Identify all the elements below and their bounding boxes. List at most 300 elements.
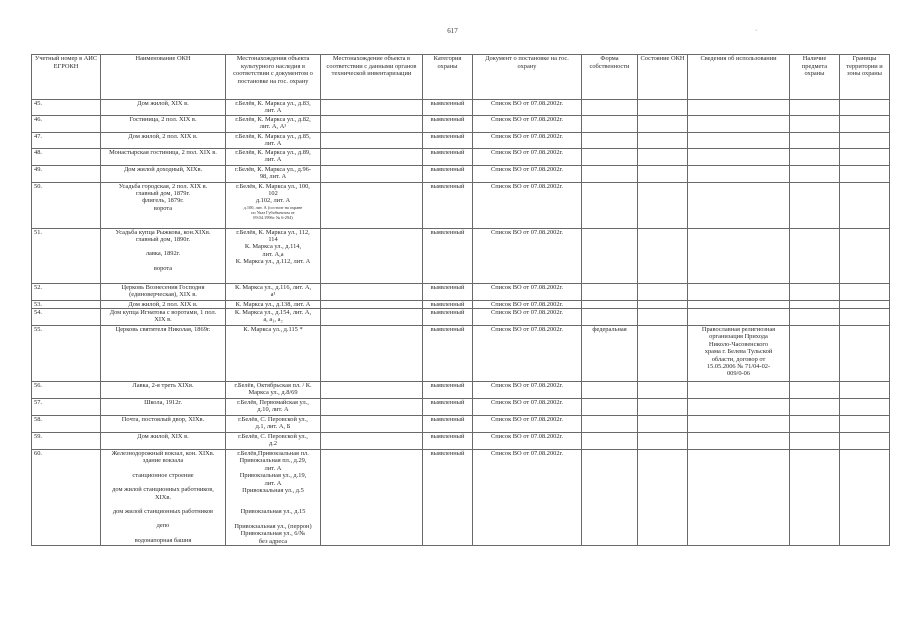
cell-line: Усадьба купца Рыжкова, кон.XIXв. <box>115 228 211 236</box>
cell-location-doc <box>226 416 321 433</box>
cell-document: Список ВО от 07.08.2002г. <box>473 416 582 433</box>
cell-line: Дом купца Игнатова с воротами, 1 пол. <box>109 309 217 317</box>
cell-document: Список ВО от 07.08.2002г. <box>473 382 582 399</box>
cell-line: Церковь Вознесения Господня <box>121 283 205 291</box>
cell-line: К. Маркса ул., д.112, лит. А <box>235 258 311 266</box>
cell-line: 114 <box>268 236 278 244</box>
cell-registry-number: 53. <box>32 300 101 308</box>
cell-document: Список ВО от 07.08.2002г. <box>473 283 582 300</box>
cell-registry-number: 56. <box>32 382 101 399</box>
cell-ownership <box>582 228 638 283</box>
cell-location-doc <box>226 433 321 450</box>
cell-registry-number: 45. <box>32 100 101 116</box>
cell-document: Список ВО от 07.08.2002г. <box>473 132 582 148</box>
cell-registry-number: 60. <box>32 450 101 546</box>
table-row <box>32 326 890 382</box>
header-location-doc: Местонахождения объекта культурного наследия в соответствии с документом о постановке на гос. охрану <box>226 55 321 100</box>
cell-okn-name <box>101 182 226 228</box>
cell-location-tech <box>321 132 423 148</box>
cell-line: Дом жилой доходный, XIXв. <box>123 165 203 173</box>
cell-location-tech <box>321 382 423 399</box>
table-row <box>32 416 890 433</box>
cell-registry-number: 58. <box>32 416 101 433</box>
cell-protection-subject <box>790 182 840 228</box>
cell-usage <box>688 100 790 116</box>
cell-line: лит. А, А¹ <box>259 123 287 131</box>
cell-category: выявленный <box>423 382 473 399</box>
header-borders: Границы территории и зоны охраны <box>840 55 890 100</box>
cell-okn-name <box>101 283 226 300</box>
line-spacer <box>103 243 223 250</box>
cell-protection-subject <box>790 416 840 433</box>
cell-usage <box>688 309 790 326</box>
cell-location-tech <box>321 148 423 165</box>
cell-ownership <box>582 182 638 228</box>
cell-state <box>638 283 688 300</box>
cell-borders <box>840 165 890 182</box>
cell-protection-subject <box>790 450 840 546</box>
cell-registry-number: 59. <box>32 433 101 450</box>
cell-protection-subject <box>790 100 840 116</box>
table-row <box>32 399 890 416</box>
okn-register-table <box>31 54 890 546</box>
cell-okn-name <box>101 228 226 283</box>
cell-protection-subject <box>790 382 840 399</box>
table-row <box>32 228 890 283</box>
cell-borders <box>840 182 890 228</box>
cell-line: 09.04.1996г. № 6-294) <box>253 214 293 220</box>
cell-line: лавка, 1892г. <box>145 250 181 258</box>
cell-usage <box>688 228 790 283</box>
cell-category: выявленный <box>423 399 473 416</box>
cell-line: Дом жилой, 2 пол. XIX в. <box>128 132 198 140</box>
cell-ownership <box>582 399 638 416</box>
cell-okn-name <box>101 416 226 433</box>
line-spacer <box>103 479 223 486</box>
cell-registry-number: 52. <box>32 283 101 300</box>
cell-category: выявленный <box>423 165 473 182</box>
cell-category: выявленный <box>423 326 473 382</box>
cell-category: выявленный <box>423 309 473 326</box>
cell-line: а, а₁, а₂ <box>263 316 283 324</box>
cell-line: 009/0-06 <box>726 370 751 378</box>
cell-line: Привокзальная ул., 6/№ <box>240 530 306 538</box>
cell-borders <box>840 300 890 308</box>
cell-okn-name <box>101 300 226 308</box>
cell-state <box>638 416 688 433</box>
cell-ownership <box>582 309 638 326</box>
cell-usage <box>688 433 790 450</box>
cell-protection-subject <box>790 115 840 132</box>
cell-category: выявленный <box>423 100 473 116</box>
cell-line: дом жилой станционных работников <box>112 508 214 516</box>
cell-ownership <box>582 100 638 116</box>
cell-location-doc <box>226 115 321 132</box>
cell-line: г.Белёв, К. Маркса ул., 100, <box>236 182 310 190</box>
cell-line: Почта, постоялый двор, XIXв. <box>121 416 205 424</box>
cell-line: г.Белёв, Октябрьская пл. / К. <box>234 382 312 390</box>
cell-category: выявленный <box>423 300 473 308</box>
cell-ownership <box>582 433 638 450</box>
cell-location-doc <box>226 382 321 399</box>
cell-location-doc <box>226 326 321 382</box>
line-spacer <box>228 501 318 508</box>
cell-borders <box>840 283 890 300</box>
cell-document: Список ВО от 07.08.2002г. <box>473 182 582 228</box>
cell-line: г.Белёв, К. Маркса ул., д.96- <box>235 165 311 173</box>
cell-state <box>638 326 688 382</box>
cell-line: лит. А <box>264 479 282 487</box>
cell-registry-number: 47. <box>32 132 101 148</box>
header-usage: Сведения об использовании <box>688 55 790 100</box>
cell-borders <box>840 399 890 416</box>
cell-line: лит. А <box>264 140 282 148</box>
cell-ownership <box>582 382 638 399</box>
header-category: Категория охраны <box>423 55 473 100</box>
table-row <box>32 450 890 546</box>
cell-line: лит. А <box>264 464 282 472</box>
table-row <box>32 115 890 132</box>
cell-borders <box>840 228 890 283</box>
cell-location-tech <box>321 182 423 228</box>
header-location-tech: Местонахождение объекта в соответствии с данными органов технической инвентаризации <box>321 55 423 100</box>
cell-ownership: федеральная <box>582 326 638 382</box>
table-row <box>32 382 890 399</box>
cell-location-doc <box>226 182 321 228</box>
cell-line: Дом жилой, 2 пол. XIX в. <box>128 300 198 308</box>
cell-protection-subject <box>790 132 840 148</box>
table-row <box>32 182 890 228</box>
table-row <box>32 165 890 182</box>
cell-line: области, договор от <box>711 355 766 363</box>
cell-line: Николо-Часовенского <box>708 340 769 348</box>
cell-line: храма г. Белева Тульской <box>704 348 773 356</box>
cell-category: выявленный <box>423 148 473 165</box>
cell-line: д.2 <box>268 440 278 448</box>
header-protection-subject: Наличие предмета охраны <box>790 55 840 100</box>
cell-location-doc <box>226 148 321 165</box>
cell-line: Привокзальная ул., д.5 <box>242 487 304 495</box>
line-spacer <box>228 516 318 523</box>
cell-registry-number: 49. <box>32 165 101 182</box>
cell-borders <box>840 450 890 546</box>
cell-usage <box>688 416 790 433</box>
cell-state <box>638 309 688 326</box>
cell-line: Школа, 1912г. <box>144 399 182 407</box>
cell-line: дом жилой станционных работников, <box>112 486 214 494</box>
cell-line: 102 <box>268 190 278 198</box>
cell-line: главный дом, 1890г. <box>136 236 190 244</box>
cell-protection-subject <box>790 300 840 308</box>
line-spacer <box>103 515 223 522</box>
cell-line: ворота <box>153 204 173 212</box>
cell-state <box>638 100 688 116</box>
cell-borders <box>840 132 890 148</box>
cell-line: станционное строение <box>132 471 194 479</box>
cell-protection-subject <box>790 228 840 283</box>
cell-line: XIX в. <box>154 316 172 324</box>
cell-location-tech <box>321 115 423 132</box>
cell-state <box>638 132 688 148</box>
table-row <box>32 283 890 300</box>
cell-location-tech <box>321 416 423 433</box>
cell-line: Усадьба городская, 2 пол. XIX в. <box>118 182 208 190</box>
cell-borders <box>840 309 890 326</box>
cell-category: выявленный <box>423 283 473 300</box>
cell-state <box>638 433 688 450</box>
cell-ownership <box>582 300 638 308</box>
cell-line: г.Белёв, К. Маркса ул., д.85, <box>235 132 311 140</box>
cell-line: Монастырская гостиница, 2 пол. XIX в. <box>109 148 217 156</box>
cell-state <box>638 228 688 283</box>
cell-line: г.Белёв, К. Маркса ул., д.83, <box>235 100 311 107</box>
header-registry-number: Учетный номер в АИС ЕГРОКН <box>32 55 101 100</box>
cell-document: Список ВО от 07.08.2002г. <box>473 433 582 450</box>
cell-line: г.Белёв, К. Маркса ул., 112, <box>236 228 310 236</box>
cell-line: Дом жилой, XIX в. <box>137 433 189 441</box>
table-row <box>32 433 890 450</box>
cell-location-doc <box>226 300 321 308</box>
cell-borders <box>840 100 890 116</box>
cell-category: выявленный <box>423 228 473 283</box>
line-spacer <box>103 465 223 472</box>
cell-state <box>638 399 688 416</box>
table-row <box>32 309 890 326</box>
cell-usage <box>688 450 790 546</box>
cell-ownership <box>582 165 638 182</box>
cell-usage <box>688 165 790 182</box>
cell-state <box>638 148 688 165</box>
cell-category: выявленный <box>423 182 473 228</box>
cell-location-doc <box>226 165 321 182</box>
cell-line: здание вокзала <box>142 457 184 465</box>
cell-usage <box>688 283 790 300</box>
cell-line: К. Маркса ул., д.154, лит. А, <box>234 309 312 317</box>
cell-document: Список ВО от 07.08.2002г. <box>473 228 582 283</box>
cell-line: д.102, лит. А <box>255 197 291 205</box>
cell-okn-name <box>101 148 226 165</box>
cell-ownership <box>582 132 638 148</box>
corner-mark: · <box>755 27 758 34</box>
cell-category: выявленный <box>423 115 473 132</box>
cell-state <box>638 182 688 228</box>
cell-state <box>638 165 688 182</box>
cell-line: водонапорная башня <box>134 536 192 544</box>
cell-okn-name <box>101 115 226 132</box>
cell-protection-subject <box>790 165 840 182</box>
cell-line: Дом жилой, XIX в. <box>137 100 189 107</box>
cell-usage <box>688 148 790 165</box>
cell-line: Привокзальная ул., д.19, <box>239 472 307 480</box>
cell-location-tech <box>321 283 423 300</box>
cell-line: К. Маркса ул., д.114, <box>244 243 302 251</box>
cell-registry-number: 51. <box>32 228 101 283</box>
page-number: 617 <box>447 27 458 35</box>
cell-usage <box>688 115 790 132</box>
cell-state <box>638 450 688 546</box>
cell-location-tech <box>321 433 423 450</box>
cell-borders <box>840 326 890 382</box>
cell-ownership <box>582 283 638 300</box>
cell-category: выявленный <box>423 416 473 433</box>
line-spacer <box>103 530 223 537</box>
cell-category: выявленный <box>423 132 473 148</box>
header-okn-name: Наименование ОКН <box>101 55 226 100</box>
cell-registry-number: 46. <box>32 115 101 132</box>
cell-document: Список ВО от 07.08.2002г. <box>473 148 582 165</box>
table-row <box>32 300 890 308</box>
cell-borders <box>840 382 890 399</box>
cell-registry-number: 57. <box>32 399 101 416</box>
cell-line: лит. А <box>264 107 282 115</box>
cell-usage <box>688 300 790 308</box>
cell-document: Список ВО от 07.08.2002г. <box>473 450 582 546</box>
cell-registry-number: 54. <box>32 309 101 326</box>
cell-line: д.1, лит. А, Б <box>255 423 291 431</box>
cell-line: г.Белёв, С. Перовской ул., <box>238 416 308 424</box>
cell-usage <box>688 326 790 382</box>
cell-ownership <box>582 450 638 546</box>
header-document: Документ о постановке на гос. охрану <box>473 55 582 100</box>
cell-line: г.Белёв,Привокзальная пл. <box>237 450 309 458</box>
cell-line: флигель, 1879г. <box>142 197 184 205</box>
cell-ownership <box>582 148 638 165</box>
cell-line: г.Белёв, С. Перовской ул., <box>238 433 308 441</box>
cell-borders <box>840 148 890 165</box>
cell-ownership <box>582 416 638 433</box>
cell-location-tech <box>321 450 423 546</box>
cell-protection-subject <box>790 326 840 382</box>
cell-usage <box>688 382 790 399</box>
cell-line: д.10, лит. А <box>257 406 289 414</box>
cell-state <box>638 300 688 308</box>
cell-line: 98, лит. А <box>259 173 287 181</box>
cell-location-doc <box>226 132 321 148</box>
cell-line: (единоверческая), XIX в. <box>129 291 197 299</box>
line-spacer <box>103 501 223 508</box>
cell-okn-name <box>101 132 226 148</box>
header-ownership: Форма собственности <box>582 55 638 100</box>
cell-document: Список ВО от 07.08.2002г. <box>473 100 582 116</box>
cell-protection-subject <box>790 433 840 450</box>
cell-borders <box>840 115 890 132</box>
cell-line: д.100, лит. А (состоит на охране <box>243 204 303 210</box>
cell-registry-number: 50. <box>32 182 101 228</box>
cell-location-tech <box>321 165 423 182</box>
cell-document: Список ВО от 07.08.2002г. <box>473 326 582 382</box>
cell-state <box>638 382 688 399</box>
cell-line: Гостиница, 2 пол. XIX в. <box>129 115 197 123</box>
header-state: Состояние ОКН <box>638 55 688 100</box>
table-row <box>32 100 890 116</box>
table-row <box>32 132 890 148</box>
cell-protection-subject <box>790 399 840 416</box>
table-row <box>32 148 890 165</box>
cell-line: Привокзальная пл., д.29, <box>239 457 307 465</box>
cell-line: Маркса ул., д.8/69 <box>248 389 298 397</box>
cell-protection-subject <box>790 283 840 300</box>
cell-okn-name <box>101 165 226 182</box>
cell-location-tech <box>321 399 423 416</box>
line-spacer <box>103 258 223 265</box>
cell-line: г.Белёв, Первомайская ул., <box>237 399 309 407</box>
cell-line: по Указ Губобъектом от <box>251 209 295 215</box>
cell-registry-number: 55. <box>32 326 101 382</box>
cell-line: без адреса <box>258 537 288 545</box>
header-row <box>32 55 890 100</box>
cell-okn-name <box>101 100 226 116</box>
cell-okn-name <box>101 450 226 546</box>
cell-document: Список ВО от 07.08.2002г. <box>473 300 582 308</box>
cell-line: лит. А <box>264 156 282 164</box>
cell-line: депо <box>156 522 170 530</box>
cell-location-doc <box>226 450 321 546</box>
cell-category: выявленный <box>423 433 473 450</box>
cell-ownership <box>582 115 638 132</box>
line-spacer <box>228 494 318 501</box>
cell-location-doc <box>226 399 321 416</box>
cell-location-tech <box>321 228 423 283</box>
cell-location-doc <box>226 228 321 283</box>
cell-line: г.Белёв, К. Маркса ул., д.89, <box>235 148 311 156</box>
cell-line: а¹ <box>270 291 276 299</box>
cell-state <box>638 115 688 132</box>
cell-line: ворота <box>153 264 173 272</box>
cell-line: 15.05.2006 № 71/04-02- <box>706 363 771 371</box>
cell-line: К. Маркса ул., д.138, лит. А <box>235 300 311 308</box>
cell-document: Список ВО от 07.08.2002г. <box>473 309 582 326</box>
cell-line: Церковь святителя Николая, 1869г. <box>115 326 211 334</box>
cell-line: Привокзальная ул., (перрон) <box>234 522 312 530</box>
cell-usage <box>688 182 790 228</box>
cell-category: выявленный <box>423 450 473 546</box>
cell-borders <box>840 416 890 433</box>
table-body <box>32 100 890 546</box>
cell-location-tech <box>321 300 423 308</box>
cell-protection-subject <box>790 309 840 326</box>
cell-location-tech <box>321 309 423 326</box>
cell-line: XIXв. <box>155 493 171 501</box>
cell-location-doc <box>226 309 321 326</box>
cell-okn-name <box>101 382 226 399</box>
cell-okn-name <box>101 309 226 326</box>
cell-usage <box>688 132 790 148</box>
cell-okn-name <box>101 326 226 382</box>
cell-line: К. Маркса ул., д.115 * <box>243 326 303 334</box>
cell-document: Список ВО от 07.08.2002г. <box>473 399 582 416</box>
cell-okn-name <box>101 433 226 450</box>
cell-line: Лавка, 2-я треть XIXв. <box>132 382 194 390</box>
cell-line: К. Маркса ул., д.116, лит. А, <box>234 283 312 291</box>
cell-document: Список ВО от 07.08.2002г. <box>473 165 582 182</box>
cell-line: лит. А,а <box>262 250 284 258</box>
cell-line: организация Прихода <box>709 333 768 341</box>
cell-line: Привокзальная ул., д.15 <box>240 508 306 516</box>
cell-usage <box>688 399 790 416</box>
cell-document: Список ВО от 07.08.2002г. <box>473 115 582 132</box>
cell-location-doc <box>226 100 321 116</box>
cell-line: Железнодорожный вокзал, кон. XIXв. <box>111 450 215 458</box>
cell-okn-name <box>101 399 226 416</box>
cell-line: Православная религиозная <box>701 326 776 334</box>
cell-location-doc <box>226 283 321 300</box>
cell-line: г.Белёв, К. Маркса ул., д.82, <box>235 115 311 123</box>
cell-location-tech <box>321 326 423 382</box>
cell-registry-number: 48. <box>32 148 101 165</box>
cell-location-tech <box>321 100 423 116</box>
cell-protection-subject <box>790 148 840 165</box>
cell-borders <box>840 433 890 450</box>
